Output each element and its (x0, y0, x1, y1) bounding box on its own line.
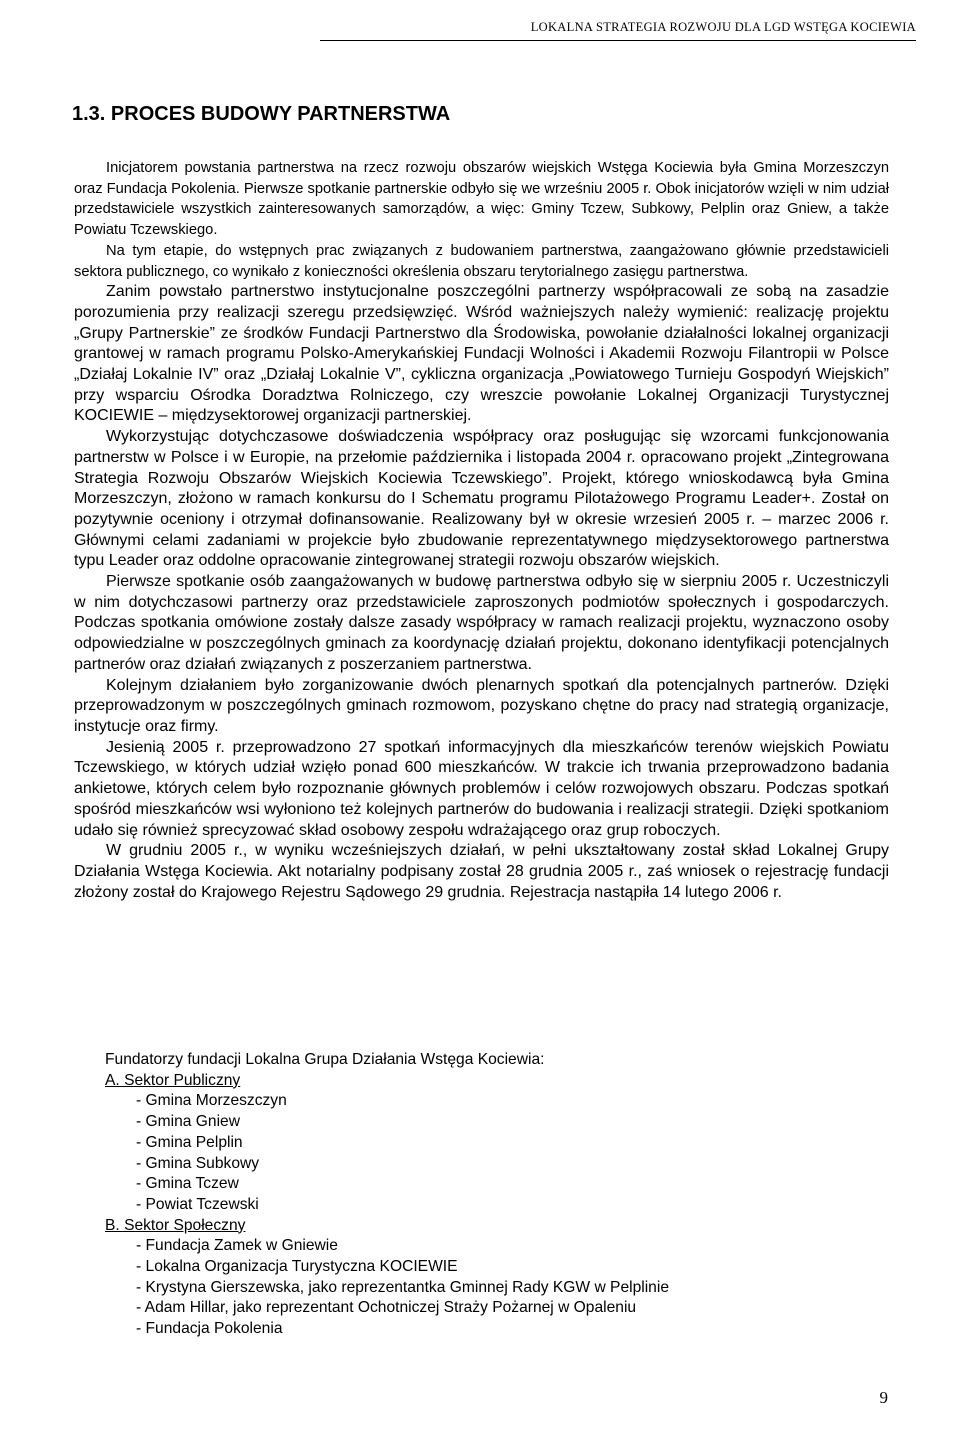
list-item: - Gmina Tczew (136, 1175, 239, 1193)
list-item: - Gmina Pelplin (136, 1133, 243, 1151)
paragraph-4: Wykorzystując dotychczasowe doświadczenia współpracy oraz posługując się wzorcami funkcjonowania partnerstw w Polsce i w Europie, na przełomie października i listopada 2004 r. opracowano projekt „Zintegrowana Strategia Rozwoju Obszarów Wiejskich Kociewia Tczewskiego”. Projekt, którego wnioskodawcą była Gmina Morzeszczyn, złożono w ramach konkursu do I Schematu programu Pilotażowego Programu Leader+. Został on pozytywnie oceniony i otrzymał dofinansowanie. Realizowany był w okresie wrzesień 2005 r. – marzec 2006 r. Głównymi celami zadaniami w projekcie było zbudowanie reprezentatywnego międzysektorowego partnerstwa typu Leader oraz oddolne opracowanie zintegrowanej strategii rozwoju obszarów wiejskich. (74, 428, 889, 570)
paragraph-2: Na tym etapie, do wstępnych prac związanych z budowaniem partnerstwa, zaangażowano głównie przedstawicieli sektora publicznego, co wynikało z konieczności określenia obszaru terytorialnego zasięgu partnerstwa. (74, 242, 889, 280)
paragraph-8: W grudniu 2005 r., w wyniku wcześniejszych działań, w pełni ukształtowany został skład Lokalnej Grupy Działania Wstęga Kociewia. Akt notarialny podpisany został 28 grudnia 2005 r., zaś wniosek o rejestrację fundacji złożony został do Krajowego Rejestru Sądowego 29 grudnia. Rejestracja nastąpiła 14 lutego 2006 r. (74, 842, 889, 901)
paragraph-1: Inicjatorem powstania partnerstwa na rzecz rozwoju obszarów wiejskich Wstęga Kociewia była Gmina Morzeszczyn oraz Fundacja Pokolenia. Pierwsze spotkanie partnerskie odbyło się we wrześniu 2005 r. Obok inicjatorów wzięli w nim udział przedstawiciele wszystkich zainteresowanych samorządów, a więc: Gminy Tczew, Subkowy, Pelplin oraz Gniew, a także Powiatu Tczewskiego. (74, 160, 889, 239)
sector-public-heading: A. Sektor Publiczny (105, 1071, 241, 1089)
list-item: - Fundacja Pokolenia (136, 1320, 283, 1338)
founders-intro: Fundatorzy fundacji Lokalna Grupa Działania Wstęga Kociewia: (105, 1051, 545, 1068)
list-item: - Krystyna Gierszewska, jako reprezentantka Gminnej Rady KGW w Pelplinie (136, 1278, 669, 1296)
list-item: - Gmina Morzeszczyn (136, 1092, 287, 1110)
running-header: LOKALNA STRATEGIA ROZWOJU DLA LGD WSTĘGA KOCIEWIA (530, 20, 916, 34)
list-item: - Fundacja Zamek w Gniewie (136, 1237, 338, 1255)
header-rule (320, 40, 916, 41)
paragraph-5: Pierwsze spotkanie osób zaangażowanych w budowę partnerstwa odbyło się w sierpniu 2005 r. Uczestniczyli w nim dotychczasowi partnerzy oraz przedstawiciele zaproszonych podmiotów społecznych i gospodarczych. Podczas spotkania omówione zostały dalsze zasady współpracy w ramach realizacji projektu, wyznaczono osoby odpowiedzialne w poszczególnych gminach za koordynację działań projektu, dokonano identyfikacji potencjalnych partnerów oraz działań związanych z poszerzaniem partnerstwa. (74, 573, 889, 673)
page-number: 9 (879, 1388, 888, 1407)
paragraph-6: Kolejnym działaniem było zorganizowanie dwóch plenarnych spotkań dla potencjalnych partnerów. Dzięki przeprowadzonym w poszczególnych gminach rozmowom, pozyskano chętne do pracy nad strategią organizacje, instytucje oraz firmy. (74, 676, 889, 735)
list-item: - Adam Hillar, jako reprezentant Ochotniczej Straży Pożarnej w Opaleniu (136, 1299, 637, 1317)
list-item: - Lokalna Organizacja Turystyczna KOCIEWIE (136, 1258, 458, 1276)
section-title: 1.3. PROCES BUDOWY PARTNERSTWA (72, 103, 451, 125)
founders-list (105, 1050, 865, 1340)
list-item: - Gmina Subkowy (136, 1154, 260, 1172)
list-item: - Powiat Tczewski (136, 1195, 259, 1213)
sector-public-list (105, 1091, 865, 1215)
list-item: - Gmina Gniew (136, 1113, 240, 1131)
sector-social-list (105, 1236, 865, 1340)
paragraph-7: Jesienią 2005 r. przeprowadzono 27 spotkań informacyjnych dla mieszkańców terenów wiejskich Powiatu Tczewskiego, w których udział wzięło ponad 600 mieszkańców. W trakcie ich trwania przeprowadzono badania ankietowe, których celem było rozpoznanie głównych problemów i celów rozwojowych obszaru. Podczas spotkań spośród mieszkańców wsi wyłoniono też kolejnych partnerów do budowania i realizacji strategii. Dzięki spotkaniom udało się również sprecyzować skład osobowy zespołu wdrażającego oraz grup roboczych. (74, 738, 889, 839)
paragraph-3: Zanim powstało partnerstwo instytucjonalne poszczególni partnerzy współpracowali ze sobą na zasadzie porozumienia przy realizacji szeregu przedsięwzięć. Wśród ważniejszych należy wymienić: realizację projektu „Grupy Partnerskie” ze środków Fundacji Partnerstwo dla Środowiska, powołanie działalności lokalnej organizacji grantowej w ramach programu Polsko-Amerykańskiej Fundacji Wolności i Akademii Rozwoju Filantropii w Polsce „Działaj Lokalnie IV” oraz „Działaj Lokalnie V”, cykliczna organizacja „Powiatowego Turnieju Gospodyń Wiejskich” przy wsparciu Ośrodka Doradztwa Rolniczego, czy wreszcie powołanie Lokalnej Organizacji Turystycznej KOCIEWIE – międzysektorowej organizacji partnerskiej. (74, 283, 889, 425)
sector-social-heading: B. Sektor Społeczny (105, 1216, 246, 1234)
body-text (74, 158, 889, 903)
